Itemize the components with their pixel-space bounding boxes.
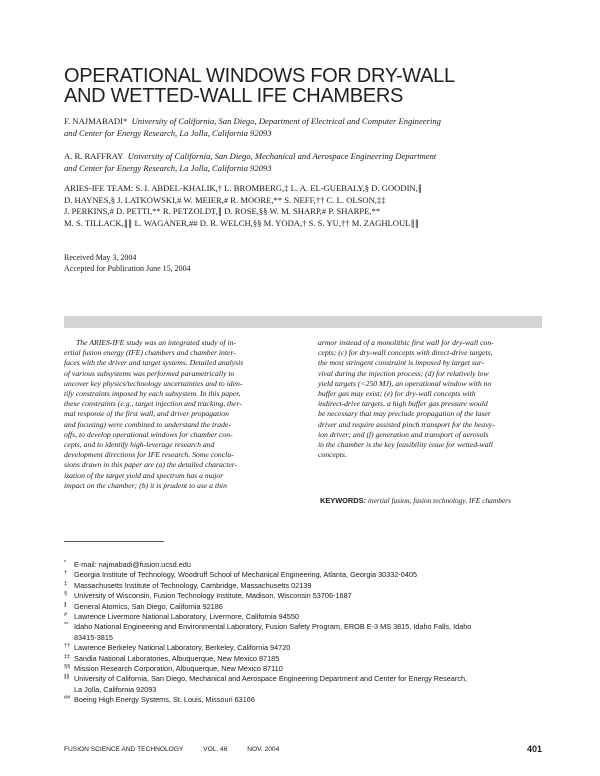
abstract-line: armor instead of a monolithic first wall for dry-wall con- bbox=[318, 338, 494, 347]
received-date: Received May 3, 2004 bbox=[64, 253, 137, 262]
footnote-mark: ## bbox=[64, 695, 71, 702]
abstract-line: indirect-drive targets, a high buffer gas pressure would bbox=[318, 399, 488, 409]
abstract-line: these constraints (e.g., target injection and tracking, ther- bbox=[64, 399, 242, 409]
abstract-line: cepts, and to identify high-leverage research and bbox=[64, 440, 215, 450]
abstract-right-column bbox=[318, 338, 542, 460]
footnote-text: Idaho National Engineering and Environmental Laboratory, Fusion Safety Program, EROB E-3 MS 3815, Idaho Falls, Idaho bbox=[74, 622, 472, 632]
footnote bbox=[64, 602, 544, 612]
footnote-mark: † bbox=[64, 570, 68, 577]
author-affiliation-line: and Center for Energy Research, La Jolla, California 92093 bbox=[64, 127, 272, 138]
team-line: M. S. TILLACK,∥∥ L. WAGANER,## D. R. WELCH,§§ M. YODA,† S. S. YU,†† M. ZAGHLOUL∥∥ bbox=[64, 217, 420, 228]
abstract-line: of various subsystems was performed parametrically to bbox=[64, 368, 235, 378]
section-divider-band bbox=[64, 316, 542, 328]
footnote-mark: ** bbox=[64, 622, 69, 629]
footnote-text: General Atomics, San Diego, California 92186 bbox=[74, 601, 223, 611]
author-affiliation-line: University of California, San Diego, Mechanical and Aerospace Engineering Department bbox=[127, 151, 437, 161]
author-affiliation-line: and Center for Energy Research, La Jolla, California 92093 bbox=[64, 162, 272, 173]
abstract-line: sions drawn in this paper are (a) the detailed character- bbox=[64, 460, 238, 470]
footnote bbox=[64, 643, 544, 653]
abstract-line: and focusing) were combined to understand the trade- bbox=[64, 419, 231, 429]
author-name: F. NAJMABADI* bbox=[64, 116, 128, 126]
footnote bbox=[64, 581, 544, 591]
footnote-text: University of Wisconsin, Fusion Technology Institute, Madison, Wisconsin 53706-1687 bbox=[74, 591, 352, 601]
paper-title bbox=[64, 66, 544, 106]
footnote-rule bbox=[64, 541, 164, 542]
footnote bbox=[64, 612, 544, 622]
footnote-mark: †† bbox=[64, 643, 71, 650]
footnote bbox=[64, 570, 544, 580]
abstract-line: vival during the injection process; (d) for relatively low bbox=[318, 368, 489, 378]
author-name: A. R. RAFFRAY bbox=[64, 151, 124, 161]
team-line: J. PERKINS,# D. PETTI,** R. PETZOLDT,∥ D. ROSE,§§ W. M. SHARP,# P. SHARPE,** bbox=[64, 206, 381, 217]
footnote bbox=[64, 560, 544, 570]
abstract-line: the most stringent constraint is imposed by target sur- bbox=[318, 358, 485, 368]
footnote bbox=[64, 695, 544, 705]
footnote bbox=[64, 654, 544, 664]
abstract-line: cepts; (c) for dry-wall concepts with direct-drive targets, bbox=[318, 348, 493, 358]
journal-volume: VOL. 46 bbox=[203, 746, 228, 753]
abstract-line: offs, to develop operational windows for chamber con- bbox=[64, 429, 233, 439]
footnote-text: Lawrence Berkeley National Laboratory, Berkeley, California 94720 bbox=[74, 643, 291, 653]
publication-dates bbox=[64, 252, 191, 275]
footnote-mark: ∥ bbox=[64, 601, 67, 608]
title-line-2: AND WETTED-WALL IFE CHAMBERS bbox=[64, 85, 404, 107]
footnote-mark: ∥∥ bbox=[64, 674, 70, 681]
author-block-2 bbox=[64, 151, 544, 174]
abstract-line: in the chamber is the key feasibility issue for wetted-wall bbox=[318, 440, 493, 450]
abstract-line: ion driver; and (f) generation and transport of aerosols bbox=[318, 429, 489, 439]
abstract-line: be necessary that may preclude propagation of the laser bbox=[318, 409, 491, 419]
abstract-line: concepts. bbox=[318, 450, 347, 460]
keywords bbox=[320, 496, 511, 505]
abstract-line: ization of the target yield and spectrum has a major bbox=[64, 470, 224, 480]
keywords-label: KEYWORDS: bbox=[320, 496, 366, 505]
abstract-line: faces with the driver and target systems. Detailed analysis bbox=[64, 358, 244, 368]
team-line: ARIES-IFE TEAM: S. I. ABDEL-KHALIK,† L. BROMBERG,‡ L. A. EL-GUEBALY,§ D. GOODIN,∥ bbox=[64, 183, 423, 193]
footnote-text: Sandia National Laboratories, Albuquerque, New Mexico 87185 bbox=[74, 653, 280, 663]
abstract-line: buffer gas may exist; (e) for dry-wall concepts with bbox=[318, 389, 476, 399]
footnote-text: Boeing High Energy Systems, St. Louis, Missouri 63166 bbox=[74, 695, 255, 705]
keywords-value: inertial fusion, fusion technology, IFE chambers bbox=[367, 496, 511, 505]
footnote-text: University of California, San Diego, Mechanical and Aerospace Engineering Department and Center for Energy Research, bbox=[74, 674, 468, 684]
footnote-mark: * bbox=[64, 560, 67, 566]
footnote bbox=[64, 591, 544, 601]
footnotes bbox=[64, 560, 544, 706]
footnote bbox=[64, 622, 544, 643]
footnote-text: E-mail: najmabadi@fusion.ucsd.edu bbox=[74, 560, 191, 569]
team-list bbox=[64, 183, 539, 229]
accepted-date: Accepted for Publication June 15, 2004 bbox=[64, 264, 191, 274]
abstract-line: impact on the chamber; (b) it is prudent to use a thin bbox=[64, 480, 227, 490]
footnote-mark: # bbox=[64, 612, 68, 619]
footnote-continuation: La Jolla, California 92093 bbox=[74, 684, 157, 694]
title-line-1: OPERATIONAL WINDOWS FOR DRY-WALL bbox=[64, 65, 455, 87]
footnote-text: Massachusetts Institute of Technology, Cambridge, Massachusetts 02139 bbox=[74, 580, 312, 590]
footnote bbox=[64, 664, 544, 674]
abstract-line: driver and require assisted pinch transport for the heavy- bbox=[318, 419, 495, 429]
abstract-line: tify constraints imposed by each subsystem. In this paper, bbox=[64, 389, 241, 399]
team-line: D. HAYNES,§ J. LATKOWSKI,# W. MEIER,# R. MOORE,** S. NEFF,†† C. L. OLSON,‡‡ bbox=[64, 194, 386, 205]
abstract-line: uncover key physics/technology uncertainties and to iden- bbox=[64, 378, 243, 388]
footnote-mark: ‡ bbox=[64, 580, 68, 587]
footnote-mark: §§ bbox=[64, 664, 71, 671]
footnote-mark: § bbox=[64, 591, 68, 598]
footnote-text: Mission Research Corporation, Albuquerque, New Mexico 87110 bbox=[74, 664, 283, 674]
footnote-mark: ‡‡ bbox=[64, 653, 71, 660]
journal-name: FUSION SCIENCE AND TECHNOLOGY bbox=[64, 746, 184, 753]
abstract-line: ertial fusion energy (IFE) chambers and chamber inter- bbox=[64, 348, 236, 358]
footnote-text: Lawrence Livermore National Laboratory, Livermore, California 94550 bbox=[74, 612, 299, 622]
author-block-1 bbox=[64, 116, 544, 139]
footnote-continuation: 83415-3815 bbox=[74, 632, 113, 642]
author-affiliation-line: University of California, San Diego, Department of Electrical and Computer Engineering bbox=[131, 116, 441, 126]
page-number: 401 bbox=[526, 744, 542, 754]
abstract-line: The ARIES-IFE study was an integrated study of in- bbox=[76, 338, 236, 347]
footnote bbox=[64, 674, 544, 695]
abstract-left-column bbox=[64, 338, 296, 491]
journal-date: NOV. 2004 bbox=[247, 746, 280, 753]
abstract-line: mal response of the first wall, and driver propagation bbox=[64, 409, 229, 419]
abstract-line: yield targets (<250 MJ), an operational window with no bbox=[318, 378, 492, 388]
footnote-text: Georgia Institute of Technology, Woodruff School of Mechanical Engineering, Atlanta, Georgia 30332-0405 bbox=[74, 570, 418, 580]
abstract-line: development directions for IFE research. Some conclu- bbox=[64, 450, 234, 460]
page-footer bbox=[64, 746, 542, 753]
